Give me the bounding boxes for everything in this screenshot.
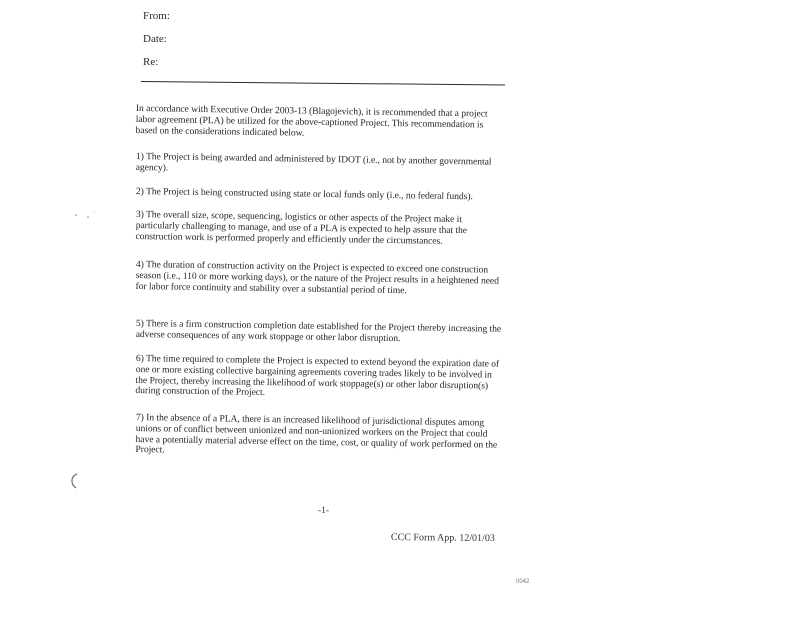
page-number: -1- — [318, 506, 330, 516]
scan-speck — [75, 214, 77, 216]
re-label: Re: — [143, 56, 159, 68]
consideration-1: 1) The Project is being awarded and administered by IDOT (i.e., not by another governmental agency). — [135, 151, 492, 174]
punch-hole-mark — [68, 472, 82, 490]
consideration-6: 6) The time required to complete the Project is expected to extend beyond the expiration date of one or more existing collective bargaining agreements covering trades likely to be involved in the Project, thereby increasing the likelihood of work stoppage(s) or other labor disruption(s) during construction of the Project. — [135, 353, 500, 399]
bates-number: 0042 — [516, 579, 530, 585]
consideration-5: 5) There is a firm construction completion date established for the Project thereby increasing the adverse consequences of any work stoppage or other labor disruption. — [135, 318, 502, 344]
scan-speck — [87, 216, 89, 218]
consideration-4: 4) The duration of construction activity on the Project is expected to exceed one construction season (i.e., 110 or more working days), or the nature of the Project results in a heightened need for labor force continuity and stability over a substantial period of time. — [135, 259, 500, 296]
intro-paragraph: In accordance with Executive Order 2003-13 (Blagojevich), it is recommended that a project labor agreement (PLA) be utilized for the above-captioned Project. This recommendation is based on the considerations indicated below. — [135, 103, 488, 139]
header-divider — [141, 81, 505, 85]
consideration-7: 7) In the absence of a PLA, there is an increased likelihood of jurisdictional disputes among unions or of conflict between unionized and non-unionized workers on the Project that could have a potentially material adverse effect on the time, cost, or quality of work performed on the Project. — [135, 412, 498, 456]
from-label: From: — [143, 10, 170, 22]
consideration-3: 3) The overall size, scope, sequencing, logistics or other aspects of the Project make it particularly challenging to manage, and use of a PLA is expected to help assure that the construction work is performed properly and efficiently under the circumstances. — [135, 209, 468, 247]
form-reference: CCC Form App. 12/01/03 — [390, 532, 495, 545]
date-label: Date: — [143, 33, 167, 45]
scan-speck — [94, 211, 95, 212]
consideration-2: 2) The Project is being constructed using state or local funds only (i.e., no federal funds). — [135, 186, 473, 203]
